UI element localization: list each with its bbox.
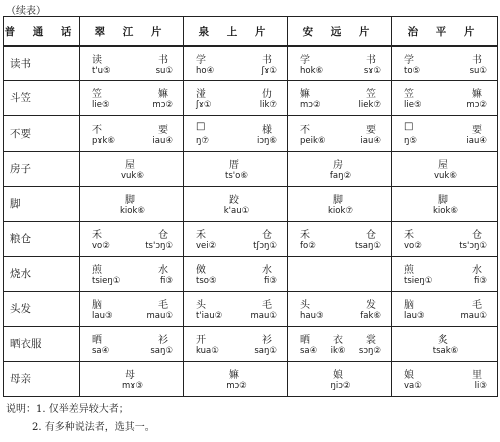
mandarin-gloss: 粮仓 bbox=[4, 221, 80, 256]
dialect-cell bbox=[392, 256, 498, 291]
dialect-word: 傚 bbox=[196, 265, 207, 276]
dialect-cell bbox=[80, 46, 184, 80]
dialect-word: 书 bbox=[366, 54, 377, 66]
dialect-word: 书 bbox=[472, 54, 483, 66]
dialect-pronunciations bbox=[392, 100, 497, 110]
pronunciation: mau① bbox=[250, 311, 277, 321]
dialect-words bbox=[184, 51, 287, 66]
pronunciation: lau③ bbox=[92, 311, 113, 321]
dialect-pronunciations bbox=[288, 311, 391, 321]
dialect-cell bbox=[80, 151, 184, 186]
dialect-pronunciations bbox=[184, 66, 287, 76]
dialect-pronunciations bbox=[80, 311, 183, 321]
dialect-cell bbox=[392, 361, 498, 396]
dialect-pronunciations bbox=[80, 381, 183, 391]
dialect-words bbox=[80, 156, 183, 171]
dialect-words bbox=[392, 366, 497, 381]
dialect-word: 头 bbox=[196, 300, 207, 311]
dialect-cell bbox=[184, 221, 288, 256]
dialect-cell bbox=[80, 361, 184, 396]
dialect-word: 仓 bbox=[158, 230, 169, 241]
dialect-cell bbox=[288, 80, 392, 115]
dialect-pronunciations bbox=[80, 136, 183, 146]
dialect-word: 禾 bbox=[300, 230, 311, 241]
dialect-word: 娘 bbox=[333, 370, 344, 381]
dialect-pronunciations bbox=[392, 241, 497, 251]
dialect-words bbox=[184, 331, 287, 346]
pronunciation: iau④ bbox=[466, 135, 487, 146]
dialect-pronunciations bbox=[80, 66, 183, 76]
dialect-word: □ bbox=[196, 120, 207, 132]
dialect-cell bbox=[288, 221, 392, 256]
pronunciation: lie⑤ bbox=[404, 100, 422, 110]
dialect-words bbox=[392, 51, 497, 66]
pronunciation: vo② bbox=[92, 241, 110, 251]
dialect-cell bbox=[80, 186, 184, 221]
dialect-word: 跤 bbox=[229, 195, 240, 206]
dialect-pronunciations bbox=[184, 241, 287, 251]
dialect-words bbox=[80, 85, 183, 100]
dialect-word: 晒 bbox=[300, 335, 311, 346]
dialect-cell bbox=[184, 291, 288, 326]
dialect-word: 水 bbox=[472, 265, 483, 276]
dialect-word: 仓 bbox=[366, 230, 377, 241]
dialect-words bbox=[184, 366, 287, 381]
dialect-word: 里 bbox=[472, 370, 483, 381]
dialect-words bbox=[80, 191, 183, 206]
pronunciation: ʃɤ① bbox=[261, 65, 277, 76]
dialect-words bbox=[184, 191, 287, 206]
dialect-words bbox=[80, 121, 183, 136]
pronunciation: hau③ bbox=[300, 311, 324, 321]
pronunciation: ŋ⑦ bbox=[196, 135, 210, 146]
dialect-word: 衫 bbox=[158, 335, 169, 346]
dialect-words bbox=[288, 226, 391, 241]
dialect-cell bbox=[184, 361, 288, 396]
dialect-word: 脚 bbox=[333, 195, 344, 206]
pronunciation: liek⑦ bbox=[358, 100, 381, 110]
pronunciation: hok⑥ bbox=[300, 65, 324, 76]
pronunciation: k'au① bbox=[223, 206, 250, 216]
dialect-words bbox=[288, 366, 391, 381]
dialect-word: 不 bbox=[92, 124, 103, 136]
dialect-pronunciations bbox=[80, 346, 183, 356]
pronunciation: su① bbox=[155, 65, 173, 76]
dialect-word: 禾 bbox=[92, 230, 103, 241]
pronunciation: tsak⑥ bbox=[432, 346, 459, 356]
pronunciation: vuk⑥ bbox=[121, 171, 144, 181]
mandarin-gloss: 斗笠 bbox=[4, 80, 80, 115]
dialect-word: 头 bbox=[300, 300, 311, 311]
dialect-word: □ bbox=[404, 120, 415, 132]
dialect-words bbox=[288, 156, 391, 171]
header-quanshang: 泉 上 片 bbox=[184, 17, 288, 47]
header-cuijiang: 翠 江 片 bbox=[80, 17, 184, 47]
pronunciation: to⑤ bbox=[404, 65, 421, 76]
dialect-cell bbox=[392, 115, 498, 151]
note-1: 说明：1. 仅举差异较大者； bbox=[6, 404, 129, 415]
dialect-words bbox=[392, 296, 497, 311]
table-row bbox=[4, 361, 498, 396]
pronunciation: fak⑥ bbox=[360, 311, 381, 321]
dialect-word: 学 bbox=[196, 54, 207, 66]
pronunciation: tsaŋ① bbox=[355, 241, 381, 251]
table-body bbox=[4, 46, 498, 396]
dialect-cell bbox=[184, 80, 288, 115]
pronunciation: sɔŋ② bbox=[358, 346, 381, 356]
dialect-word: 不 bbox=[300, 124, 311, 136]
dialect-word: 笠 bbox=[92, 89, 103, 100]
dialect-words bbox=[80, 226, 183, 241]
dialect-word: 母 bbox=[125, 370, 136, 381]
dialect-pronunciations bbox=[288, 241, 391, 251]
pronunciation: kiok⑦ bbox=[327, 206, 354, 216]
dialect-word: 嫲 bbox=[472, 89, 483, 100]
dialect-words bbox=[288, 296, 391, 311]
pronunciation: ho④ bbox=[196, 65, 215, 76]
dialect-cell bbox=[392, 326, 498, 361]
dialect-word: 毛 bbox=[262, 300, 273, 311]
dialect-word: 禾 bbox=[404, 230, 415, 241]
pronunciation: fi③ bbox=[264, 276, 277, 286]
mandarin-gloss: 不要 bbox=[4, 115, 80, 151]
dialect-cell bbox=[392, 151, 498, 186]
pronunciation: mau① bbox=[146, 311, 173, 321]
mandarin-gloss: 烧水 bbox=[4, 256, 80, 291]
dialect-word: 仓 bbox=[262, 230, 273, 241]
dialect-cell bbox=[184, 115, 288, 151]
pronunciation: kiok⑥ bbox=[432, 206, 459, 216]
dialect-words bbox=[288, 331, 391, 346]
pronunciation: kiok⑥ bbox=[119, 206, 146, 216]
dialect-word: 要 bbox=[366, 124, 377, 136]
pronunciation: iau④ bbox=[152, 135, 173, 146]
mandarin-gloss: 晒衣服 bbox=[4, 326, 80, 361]
pronunciation: tso⑤ bbox=[196, 276, 217, 286]
dialect-cell bbox=[392, 46, 498, 80]
pronunciation: fi③ bbox=[160, 276, 173, 286]
dialect-word: 娘 bbox=[404, 370, 415, 381]
dialect-words bbox=[392, 156, 497, 171]
dialect-words bbox=[392, 226, 497, 241]
dialect-pronunciations bbox=[184, 346, 287, 356]
dialect-cell bbox=[80, 326, 184, 361]
dialect-pronunciations bbox=[288, 136, 391, 146]
dialect-words bbox=[392, 191, 497, 206]
dialect-words bbox=[288, 121, 391, 136]
dialect-word: 读 bbox=[92, 54, 103, 66]
dialect-pronunciations bbox=[80, 171, 183, 181]
dialect-pronunciations bbox=[392, 381, 497, 391]
dialect-word: 毛 bbox=[472, 300, 483, 311]
dialect-word: 脑 bbox=[92, 300, 103, 311]
dialect-word: 炙 bbox=[438, 335, 449, 346]
pronunciation: iau④ bbox=[360, 135, 381, 146]
pronunciation: mɤ③ bbox=[122, 381, 143, 391]
dialect-words bbox=[80, 331, 183, 346]
pronunciation: sa④ bbox=[92, 346, 110, 356]
dialect-words bbox=[288, 191, 391, 206]
pronunciation: sa④ bbox=[300, 346, 318, 356]
dialect-word: 水 bbox=[158, 265, 169, 276]
dialect-vocabulary-table bbox=[3, 16, 498, 397]
dialect-pronunciations bbox=[184, 100, 287, 110]
dialect-cell bbox=[288, 291, 392, 326]
dialect-cell bbox=[392, 80, 498, 115]
mandarin-gloss: 房子 bbox=[4, 151, 80, 186]
dialect-words bbox=[184, 261, 287, 276]
dialect-pronunciations bbox=[392, 66, 497, 76]
table-row bbox=[4, 80, 498, 115]
pronunciation: va① bbox=[404, 381, 422, 391]
pronunciation: saŋ① bbox=[150, 346, 173, 356]
dialect-pronunciations bbox=[184, 171, 287, 181]
dialect-words bbox=[392, 121, 497, 136]
pronunciation: tsieŋ① bbox=[92, 276, 121, 286]
note-2: 2. 有多种说法者，选其一。 bbox=[32, 422, 155, 433]
dialect-cell bbox=[288, 326, 392, 361]
dialect-words bbox=[392, 85, 497, 100]
dialect-cell bbox=[392, 221, 498, 256]
dialect-pronunciations bbox=[184, 276, 287, 286]
mandarin-gloss: 读书 bbox=[4, 46, 80, 80]
dialect-pronunciations bbox=[288, 381, 391, 391]
dialect-word: 要 bbox=[158, 124, 169, 136]
dialect-word: 水 bbox=[262, 265, 273, 276]
pronunciation: ts'ɔŋ① bbox=[459, 241, 487, 251]
dialect-pronunciations bbox=[80, 241, 183, 251]
pronunciation: mɔ② bbox=[226, 381, 247, 391]
header-anyuan: 安 远 片 bbox=[288, 17, 392, 47]
dialect-word: 衣 bbox=[333, 335, 344, 346]
dialect-pronunciations bbox=[288, 171, 391, 181]
pronunciation: mɔ② bbox=[152, 100, 173, 110]
dialect-word: 禾 bbox=[196, 230, 207, 241]
dialect-words bbox=[184, 296, 287, 311]
dialect-word: 仓 bbox=[472, 230, 483, 241]
pronunciation: su① bbox=[469, 65, 487, 76]
continuation-label: （续表） bbox=[6, 6, 46, 17]
mandarin-gloss: 母亲 bbox=[4, 361, 80, 396]
mandarin-gloss: 脚 bbox=[4, 186, 80, 221]
pronunciation: lik⑦ bbox=[259, 100, 277, 110]
dialect-word: 房 bbox=[333, 160, 344, 171]
dialect-word: 发 bbox=[366, 300, 377, 311]
dialect-pronunciations bbox=[392, 346, 497, 356]
dialect-word: 学 bbox=[300, 54, 311, 66]
dialect-cell bbox=[184, 151, 288, 186]
dialect-pronunciations bbox=[184, 381, 287, 391]
pronunciation: mɔ② bbox=[466, 100, 487, 110]
notes bbox=[6, 401, 155, 437]
dialect-word: 脚 bbox=[438, 195, 449, 206]
pronunciation: fi③ bbox=[474, 276, 487, 286]
dialect-word: 毛 bbox=[158, 300, 169, 311]
dialect-word: 仂 bbox=[262, 89, 273, 100]
dialect-pronunciations bbox=[392, 171, 497, 181]
dialect-cell bbox=[288, 115, 392, 151]
dialect-pronunciations bbox=[392, 206, 497, 216]
table-row bbox=[4, 115, 498, 151]
pronunciation: fo② bbox=[300, 241, 316, 251]
pronunciation: lau③ bbox=[404, 311, 425, 321]
dialect-word: 晒 bbox=[92, 335, 103, 346]
table-row bbox=[4, 291, 498, 326]
table-row bbox=[4, 256, 498, 291]
pronunciation: peik⑥ bbox=[300, 135, 326, 146]
pronunciation: ik⑥ bbox=[330, 346, 346, 356]
dialect-words bbox=[184, 121, 287, 136]
dialect-words bbox=[392, 331, 497, 346]
dialect-cell bbox=[288, 151, 392, 186]
table-row bbox=[4, 186, 498, 221]
dialect-cell bbox=[184, 326, 288, 361]
dialect-word: 嫲 bbox=[300, 89, 311, 100]
dialect-words bbox=[184, 226, 287, 241]
pronunciation: iɔŋ⑥ bbox=[256, 135, 277, 146]
dialect-cell bbox=[184, 186, 288, 221]
dialect-cell bbox=[288, 256, 392, 291]
dialect-words bbox=[80, 51, 183, 66]
dialect-cell bbox=[184, 256, 288, 291]
pronunciation: ŋiɔ② bbox=[330, 381, 351, 391]
dialect-cell bbox=[184, 46, 288, 80]
dialect-word: 脚 bbox=[125, 195, 136, 206]
dialect-cell bbox=[80, 256, 184, 291]
pronunciation: sɤ① bbox=[363, 65, 381, 76]
dialect-word: 开 bbox=[196, 335, 207, 346]
dialect-word: 嫲 bbox=[158, 89, 169, 100]
dialect-pronunciations bbox=[80, 276, 183, 286]
dialect-word: 湴 bbox=[196, 89, 207, 100]
pronunciation: t'iau② bbox=[196, 311, 223, 321]
dialect-words bbox=[184, 156, 287, 171]
dialect-word: 裳 bbox=[366, 335, 377, 346]
dialect-pronunciations bbox=[184, 136, 287, 146]
dialect-word: 嫲 bbox=[229, 370, 240, 381]
dialect-pronunciations bbox=[288, 346, 391, 356]
dialect-cell bbox=[288, 186, 392, 221]
dialect-word: 书 bbox=[262, 54, 273, 66]
dialect-word: 厝 bbox=[229, 160, 240, 171]
dialect-cell bbox=[392, 291, 498, 326]
table-row bbox=[4, 151, 498, 186]
dialect-pronunciations bbox=[392, 136, 497, 146]
dialect-words bbox=[80, 261, 183, 276]
dialect-pronunciations bbox=[184, 206, 287, 216]
dialect-pronunciations bbox=[80, 100, 183, 110]
pronunciation: t'u⑤ bbox=[92, 65, 111, 76]
pronunciation: kua① bbox=[196, 346, 219, 356]
dialect-word: 学 bbox=[404, 54, 415, 66]
dialect-words bbox=[80, 296, 183, 311]
dialect-pronunciations bbox=[288, 66, 391, 76]
pronunciation: mɔ② bbox=[300, 100, 321, 110]
pronunciation: ts'o⑥ bbox=[225, 171, 248, 181]
dialect-word: 笠 bbox=[404, 89, 415, 100]
header-row bbox=[4, 17, 498, 47]
dialect-cell bbox=[80, 221, 184, 256]
pronunciation: pɤk⑥ bbox=[92, 135, 116, 146]
pronunciation: ŋ⑤ bbox=[404, 135, 418, 146]
dialect-word: 屋 bbox=[125, 160, 136, 171]
pronunciation: mau① bbox=[460, 311, 487, 321]
dialect-words bbox=[392, 261, 497, 276]
mandarin-gloss: 头发 bbox=[4, 291, 80, 326]
pronunciation: ʃɤ① bbox=[196, 100, 212, 110]
dialect-pronunciations bbox=[392, 311, 497, 321]
dialect-cell bbox=[288, 46, 392, 80]
dialect-word: 屋 bbox=[438, 160, 449, 171]
dialect-pronunciations bbox=[288, 100, 391, 110]
dialect-word: 様 bbox=[262, 124, 273, 136]
dialect-pronunciations bbox=[392, 276, 497, 286]
dialect-pronunciations bbox=[288, 206, 391, 216]
table-row bbox=[4, 221, 498, 256]
dialect-cell bbox=[392, 186, 498, 221]
dialect-pronunciations bbox=[80, 206, 183, 216]
dialect-word: 笠 bbox=[366, 89, 377, 100]
dialect-cell bbox=[80, 80, 184, 115]
pronunciation: ts'ɔŋ① bbox=[145, 241, 173, 251]
pronunciation: faŋ② bbox=[329, 171, 352, 181]
pronunciation: saŋ① bbox=[254, 346, 277, 356]
dialect-word: 煎 bbox=[404, 265, 415, 276]
dialect-word: 衫 bbox=[262, 335, 273, 346]
pronunciation: vei② bbox=[196, 241, 217, 251]
dialect-cell bbox=[80, 291, 184, 326]
dialect-word: 煎 bbox=[92, 265, 103, 276]
dialect-words bbox=[80, 366, 183, 381]
dialect-cell bbox=[80, 115, 184, 151]
dialect-words bbox=[288, 85, 391, 100]
dialect-word: 脑 bbox=[404, 300, 415, 311]
pronunciation: vuk⑥ bbox=[434, 171, 457, 181]
pronunciation: tʃɔŋ① bbox=[253, 241, 277, 251]
dialect-words bbox=[184, 85, 287, 100]
pronunciation: lie⑤ bbox=[92, 100, 110, 110]
table-row bbox=[4, 46, 498, 80]
dialect-word: 要 bbox=[472, 124, 483, 136]
dialect-pronunciations bbox=[184, 311, 287, 321]
pronunciation: tsieŋ① bbox=[404, 276, 433, 286]
pronunciation: vo② bbox=[404, 241, 422, 251]
header-zhiping: 治 平 片 bbox=[392, 17, 498, 47]
pronunciation: li③ bbox=[474, 381, 487, 391]
header-mandarin: 普 通 话 bbox=[4, 17, 80, 47]
table-row bbox=[4, 326, 498, 361]
dialect-word: 书 bbox=[158, 54, 169, 66]
dialect-words bbox=[288, 51, 391, 66]
dialect-cell bbox=[288, 361, 392, 396]
